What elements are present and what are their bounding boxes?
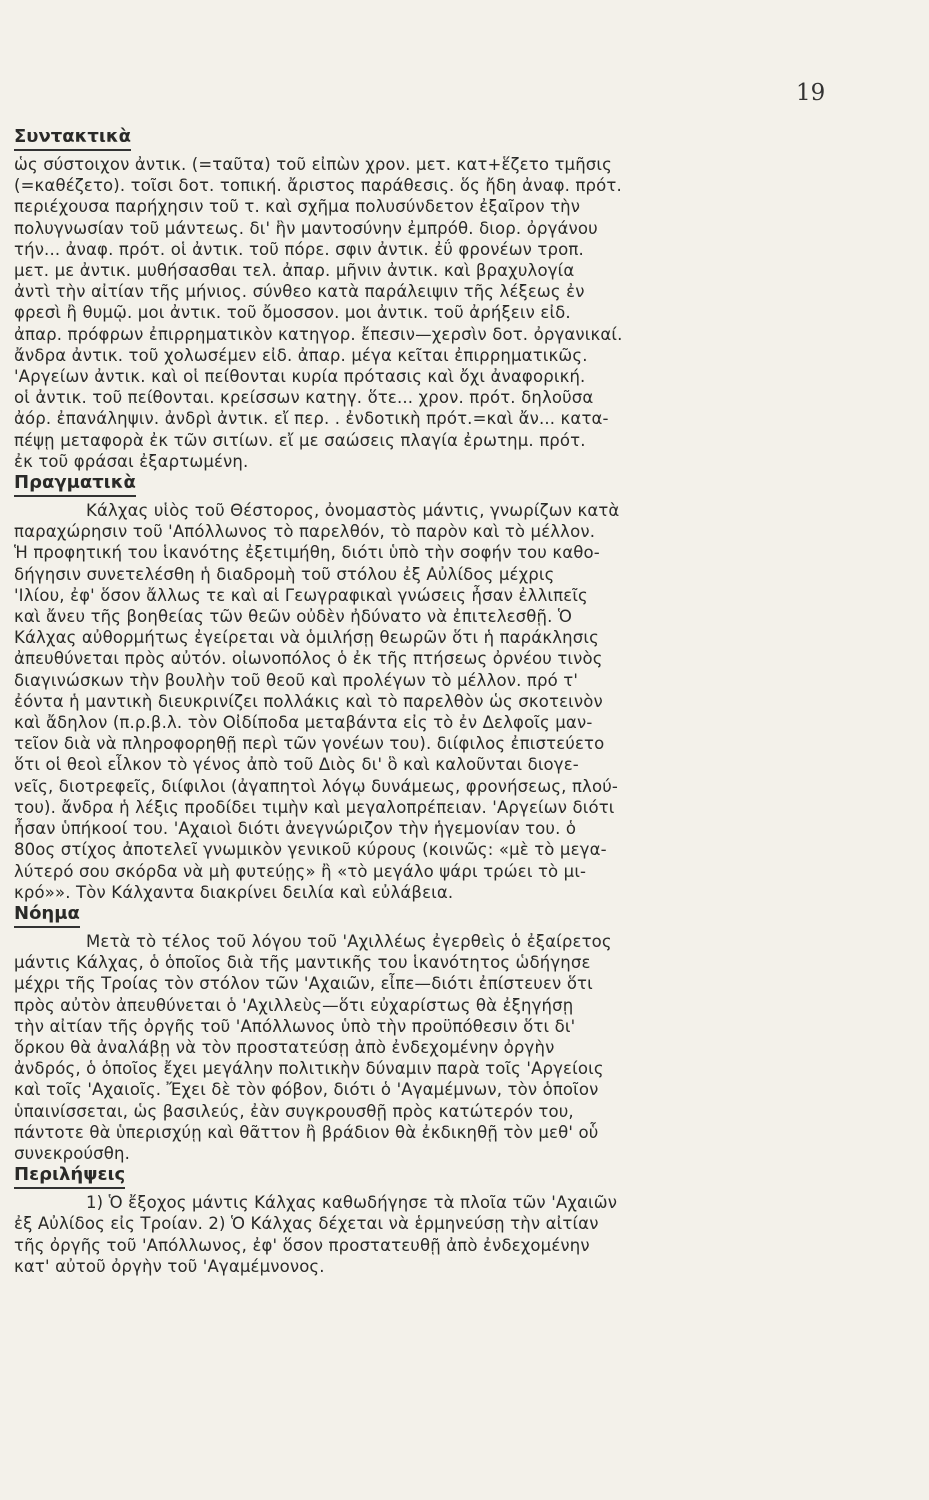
text-line: ἀνδρός, ὁ ὁποῖος ἔχει μεγάλην πολιτικὴν δύναμιν παρὰ τοῖς 'Αργείοις (14, 1059, 604, 1079)
text-line: καὶ τοῖς 'Αχαιοῖς. Ἔχει δὲ τὸν φόβον, διότι ὁ 'Αγαμέμνων, τὸν ὁποῖον (14, 1080, 599, 1100)
text-line: συνεκρούσθη. (14, 1143, 131, 1163)
text-line: φρεσὶ ἢ θυμῷ. μοι ἀντικ. τοῦ ὄμοσσον. μοι ἀντικ. τοῦ ἀρήξειν εἰδ. (14, 303, 571, 323)
page-number: 19 (796, 80, 826, 106)
section-noima (14, 903, 834, 1164)
text-line: 'Αργείων ἀντικ. καὶ οἱ πείθονται κυρία πρότασις καὶ ὄχι ἀναφορική. (14, 367, 586, 387)
text-line: ὡς σύστοιχον ἀντικ. (=ταῦτα) τοῦ εἰπὼν χρον. μετ. κατ+ἕζετο τμῆσις (14, 155, 612, 174)
text-line: ἐξ Αὐλίδος εἰς Τροίαν. 2) Ὁ Κάλχας δέχεται νὰ ἑρμηνεύσῃ τὴν αἰτίαν (14, 1214, 599, 1234)
text-line: (=καθέζετο). τοῖσι δοτ. τοπική. ἄριστος παράθεσις. ὅς ἤδη ἀναφ. πρότ. (14, 176, 622, 196)
text-line: ἀντὶ τὴν αἰτίαν τῆς μήνιος. σύνθεο κατὰ παράλειψιν τῆς λέξεως ἐν (14, 282, 585, 302)
text-line: ὅτι οἱ θεοὶ εἷλκον τὸ γένος ἀπὸ τοῦ Διὸς δι' ὃ καὶ καλοῦνται διογε- (14, 755, 579, 775)
section-heading: Νόημα (14, 903, 80, 928)
text-line: πρὸς αὐτὸν ἀπευθύνεται ὁ 'Αχιλλεὺς—ὅτι εὐχαρίστως θὰ ἐξηγήσῃ (14, 995, 574, 1015)
text-line: περιέχουσα παρήχησιν τοῦ τ. καὶ σχῆμα πολυσύνδετον ἐξαῖρον τὴν (14, 197, 581, 217)
text-line: Ἡ προφητική του ἱκανότης ἐξετιμήθη, διότι ὑπὸ τὴν σοφήν του καθο- (14, 543, 600, 563)
text-line: ἦσαν ὑπήκοοί του. 'Αχαιοὶ διότι ἀνεγνώριζον τὴν ἡγεμονίαν του. ὁ (14, 819, 577, 839)
text-line: ἐόντα ἡ μαντικὴ διευκρινίζει πολλάκις καὶ τὸ παρελθὸν ὡς σκοτεινὸν (14, 691, 603, 711)
text-line: ἀπαρ. πρόφρων ἐπιρρηματικὸν κατηγορ. ἔπεσιν—χερσὶν δοτ. ὀργανικαί. (14, 324, 623, 344)
text-line: πέψῃ μεταφορὰ ἐκ τῶν σιτίων. εἴ με σαώσεις πλαγία ἐρωτημ. πρότ. (14, 430, 586, 450)
text-line: κρό»». Τὸν Κάλχαντα διακρίνει δειλία καὶ εὐλάβεια. (14, 882, 454, 902)
section-text (14, 500, 834, 903)
text-line: ἄνδρα ἀντικ. τοῦ χολωσέμεν εἰδ. ἀπαρ. μέγα κεῖται ἐπιρρηματικῶς. (14, 345, 588, 365)
text-line: τήν... ἀναφ. πρότ. οἱ ἀντικ. τοῦ πόρε. σφιν ἀντικ. ἐΰ φρονέων τροπ. (14, 239, 584, 259)
text-line: 80ος στίχος ἀποτελεῖ γνωμικὸν γενικοῦ κύρους (κοινῶς: «μὲ τὸ μεγα- (14, 840, 607, 860)
text-line: πάντοτε θὰ ὑπερισχύῃ καὶ θᾶττον ἢ βράδιον θὰ ἐκδικηθῇ τὸν μεθ' οὗ (14, 1122, 599, 1142)
page-body (14, 126, 834, 1277)
section-heading: Πραγματικὰ (14, 472, 136, 497)
text-line: 'Ιλίου, ἐφ' ὅσον ἄλλως τε καὶ αἱ Γεωγραφικαὶ γνώσεις ἦσαν ἐλλιπεῖς (14, 585, 588, 605)
text-line: τεῖον διὰ νὰ πληροφορηθῇ περὶ τῶν γονέων του). διίφιλος ἐπιστεύετο (14, 734, 605, 754)
text-line: Κάλχας υἱὸς τοῦ Θέστορος, ὀνομαστὸς μάντις, γνωρίζων κατὰ (86, 501, 620, 521)
text-line: λύτερό σου σκόρδα νὰ μὴ φυτεύῃς» ἢ «τὸ μεγάλο ψάρι τρώει τὸ μι- (14, 861, 587, 881)
text-line: δήγησιν συνετελέσθη ἡ διαδρομὴ τοῦ στόλου ἐξ Αὐλίδος μέχρις (14, 564, 555, 584)
text-line: τῆς ὀργῆς τοῦ 'Απόλλωνος, ἐφ' ὅσον προστατευθῇ ἀπὸ ἐνδεχομένην (14, 1235, 590, 1255)
text-line: πολυγνωσίαν τοῦ μάντεως. δι' ἣν μαντοσύνην ἐμπρόθ. διορ. ὀργάνου (14, 218, 598, 238)
text-line: ἀπευθύνεται πρὸς αὐτόν. οἰωνοπόλος ὁ ἐκ τῆς πτήσεως ὀρνέου τινὸς (14, 649, 603, 669)
section-heading: Συντακτικὰ (14, 126, 131, 151)
text-line: διαγινώσκων τὴν βουλὴν τοῦ θεοῦ καὶ προλέγων τὸ μέλλον. πρό τ' (14, 670, 579, 690)
text-line: Μετὰ τὸ τέλος τοῦ λόγου τοῦ 'Αχιλλέως ἐγερθεὶς ὁ ἐξαίρετος (86, 931, 612, 951)
text-line: ἀόρ. ἐπανάληψιν. ἀνδρὶ ἀντικ. εἴ περ. . ἐνδοτικὴ πρότ.=καὶ ἄν... κατα- (14, 409, 609, 429)
text-line: παραχώρησιν τοῦ 'Απόλλωνος τὸ παρελθόν, τὸ παρὸν καὶ τὸ μέλλον. (14, 522, 596, 542)
text-line: ὅρκου θὰ ἀναλάβῃ νὰ τὸν προστατεύσῃ ἀπὸ ἐνδεχομένην ὀργὴν (14, 1037, 555, 1057)
section-heading: Περιλήψεις (14, 1164, 125, 1189)
text-line: 1) Ὁ ἔξοχος μάντις Κάλχας καθωδήγησε τὰ πλοῖα τῶν 'Αχαιῶν (86, 1193, 618, 1213)
section-perilipseis (14, 1164, 834, 1277)
section-syntaktika (14, 126, 834, 472)
text-line: ἐκ τοῦ φράσαι ἐξαρτωμένη. (14, 451, 249, 471)
section-text (14, 931, 834, 1164)
text-line: Κάλχας αὐθορμήτως ἐγείρεται νὰ ὁμιλήσῃ θεωρῶν ὅτι ἡ παράκλησις (14, 628, 599, 648)
section-pragmatika (14, 472, 834, 903)
text-line: κατ' αὐτοῦ ὀργὴν τοῦ 'Αγαμέμνονος. (14, 1256, 325, 1276)
text-line: του). ἄνδρα ἡ λέξις προδίδει τιμὴν καὶ μεγαλοπρέπειαν. 'Αργείων διότι (14, 797, 615, 817)
text-line: τὴν αἰτίαν τῆς ὀργῆς τοῦ 'Απόλλωνος ὑπὸ τὴν προϋπόθεσιν ὅτι δι' (14, 1016, 576, 1036)
text-line: νεῖς, διοτρεφεῖς, διίφιλοι (ἀγαπητοὶ λόγῳ δυνάμεως, φρονήσεως, πλού- (14, 776, 618, 796)
text-line: μάντις Κάλχας, ὁ ὁποῖος διὰ τῆς μαντικῆς του ἱκανότητος ὡδήγησε (14, 953, 591, 973)
section-text (14, 154, 834, 472)
text-line: καὶ ἄνευ τῆς βοηθείας τῶν θεῶν οὐδὲν ἠδύνατο νὰ ἐπιτελεσθῇ. Ὁ (14, 607, 573, 627)
text-line: οἱ ἀντικ. τοῦ πείθονται. κρείσσων κατηγ. ὅτε... χρον. πρότ. δηλοῦσα (14, 388, 594, 408)
text-line: μετ. με ἀντικ. μυθήσασθαι τελ. ἀπαρ. μῆνιν ἀντικ. καὶ βραχυλογία (14, 261, 575, 281)
text-line: μέχρι τῆς Τροίας τὸν στόλον τῶν 'Αχαιῶν, εἶπε—διότι ἐπίστευεν ὅτι (14, 974, 593, 994)
text-line: ὑπαινίσσεται, ὡς βασιλεύς, ἐὰν συγκρουσθῇ πρὸς κατώτερόν του, (14, 1101, 574, 1121)
text-line: καὶ ἄδηλον (π.ρ.β.λ. τὸν Οἰδίποδα μεταβάντα εἰς τὸ ἐν Δελφοῖς μαν- (14, 713, 593, 733)
section-text (14, 1192, 834, 1277)
